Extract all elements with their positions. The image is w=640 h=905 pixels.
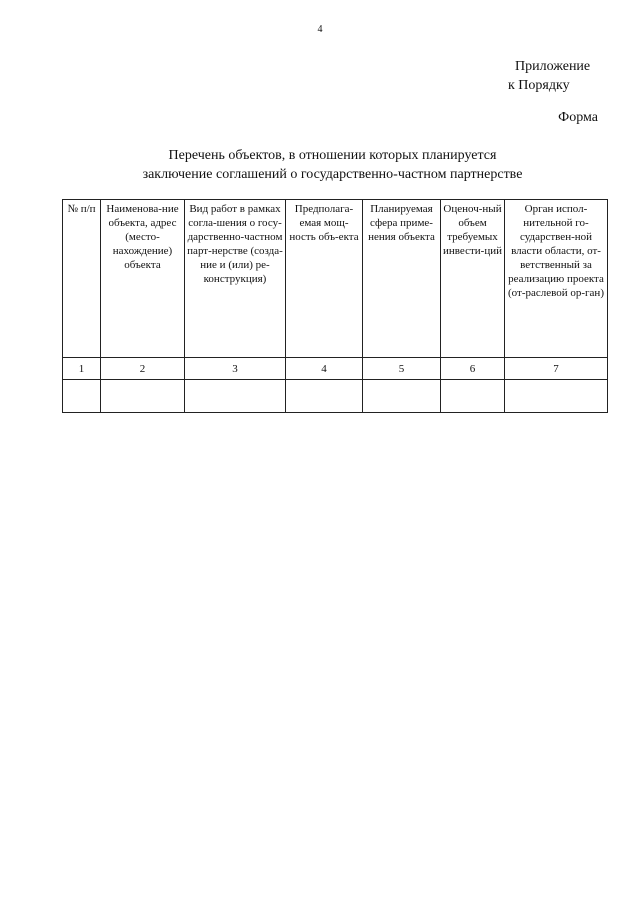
title-line-2: заключение соглашений о государственно-частном партнерстве [142, 167, 523, 182]
empty-cell [185, 380, 286, 413]
empty-cell [63, 380, 101, 413]
column-number-cell: 6 [441, 358, 505, 380]
page-number: 4 [317, 24, 323, 35]
column-number-cell: 1 [63, 358, 101, 380]
empty-cell [286, 380, 363, 413]
header-cell-work-type: Вид работ в рамках согла-шения о госу-дарственно-частном парт-нерстве (созда-ние и (или) ре-конструкция) [185, 200, 286, 358]
header-cell-application: Планируемая сфера приме-нения объекта [363, 200, 441, 358]
header-cell-capacity: Предполага-емая мощ-ность объ-екта [286, 200, 363, 358]
header-cell-investment: Оценоч-ный объем требуемых инвести-ций [441, 200, 505, 358]
header-cell-name: Наименова-ние объекта, адрес (место-нахождение) объекта [101, 200, 185, 358]
table-header-row [63, 200, 608, 358]
table-empty-row [63, 380, 608, 413]
appendix-heading [500, 57, 600, 95]
table-column-numbers-row [63, 358, 608, 380]
column-number-cell: 3 [185, 358, 286, 380]
empty-cell [363, 380, 441, 413]
appendix-line-2: к Порядку [508, 78, 570, 93]
document-title [0, 146, 640, 184]
header-cell-number: № п/п [63, 200, 101, 358]
empty-cell [505, 380, 608, 413]
column-number-cell: 5 [363, 358, 441, 380]
empty-cell [441, 380, 505, 413]
objects-table [62, 199, 608, 413]
appendix-line-1: Приложение [515, 59, 591, 74]
title-line-1: Перечень объектов, в отношении которых планируется [168, 148, 497, 163]
column-number-cell: 2 [101, 358, 185, 380]
header-cell-authority: Орган испол-нительной го-сударствен-ной власти области, от-ветственный за реализацию проекта (от-раслевой ор-ган) [505, 200, 608, 358]
column-number-cell: 7 [505, 358, 608, 380]
form-label: Форма [558, 110, 598, 125]
empty-cell [101, 380, 185, 413]
column-number-cell: 4 [286, 358, 363, 380]
